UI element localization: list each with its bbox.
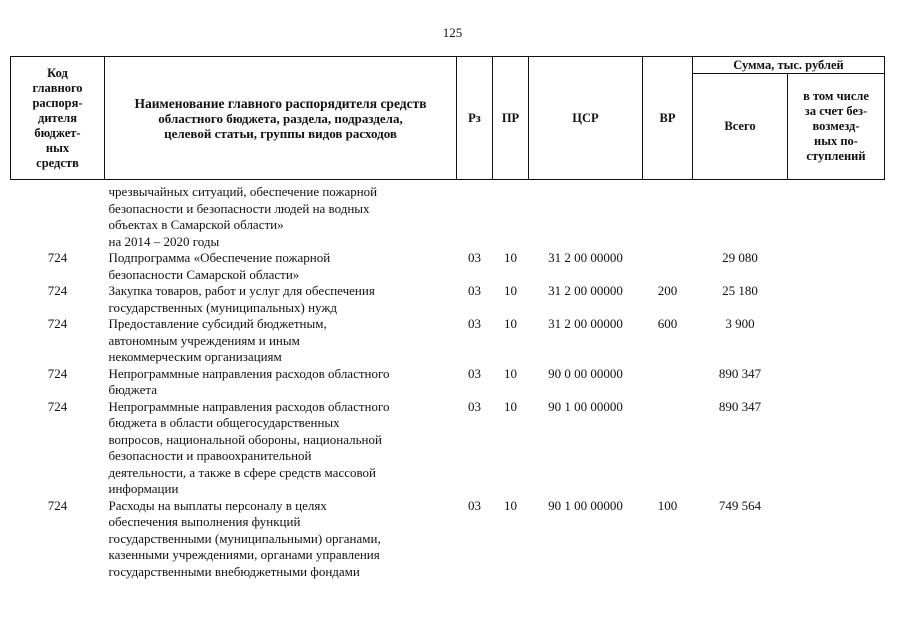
cell-name-line: безопасности и безопасности людей на водных bbox=[108, 200, 370, 216]
cell-total: 29 080 bbox=[722, 250, 758, 265]
cell-name-line: бюджета bbox=[108, 382, 157, 397]
budget-table bbox=[10, 56, 885, 580]
cell-total: 3 900 bbox=[725, 316, 755, 331]
cell-pr: 10 bbox=[504, 250, 517, 265]
cell-name-line: Предоставление субсидий бюджетным, bbox=[108, 316, 327, 331]
cell-vr: 600 bbox=[657, 316, 678, 331]
table-header bbox=[11, 57, 885, 180]
cell-name-line: Закупка товаров, работ и услуг для обеспечения bbox=[108, 283, 375, 298]
cell-including bbox=[788, 366, 885, 399]
cell-name-line: государственными внебюджетными фондами bbox=[108, 563, 360, 579]
header-sum: Сумма, тыс. рублей bbox=[693, 57, 885, 74]
cell-name-line: Расходы на выплаты персоналу в целях bbox=[108, 497, 327, 513]
header-rz: Рз bbox=[457, 57, 493, 180]
cell-including bbox=[788, 316, 885, 366]
cell-name-line: на 2014 – 2020 годы bbox=[108, 233, 220, 249]
cell-including bbox=[788, 184, 885, 250]
cell-name-line: деятельности, а также в сфере средств массовой bbox=[108, 464, 377, 480]
header-name-line: областного бюджета, раздела, подраздела, bbox=[158, 110, 403, 126]
header-including-line: возмезд- bbox=[812, 119, 860, 133]
cell-name-line: Подпрограмма «Обеспечение пожарной bbox=[108, 250, 331, 265]
cell-name-line: Непрограммные направления расходов областного bbox=[108, 398, 390, 414]
header-including-line: за счет без- bbox=[804, 104, 868, 118]
table-row bbox=[11, 498, 885, 581]
cell-name-line: информации bbox=[108, 481, 179, 496]
table-row bbox=[11, 250, 885, 283]
cell-total bbox=[693, 184, 788, 250]
cell-rz: 03 bbox=[468, 497, 481, 513]
cell-csr: 90 1 00 00000 bbox=[548, 398, 623, 414]
cell-name-line: государственными (муниципальными) органами, bbox=[108, 530, 381, 546]
cell-rz: 03 bbox=[468, 365, 481, 381]
header-code-line: Код bbox=[47, 65, 68, 80]
cell-name-line: безопасности и правоохранительной bbox=[108, 448, 312, 463]
header-code-line: распоря- bbox=[32, 95, 83, 110]
cell-csr: 90 0 00 00000 bbox=[548, 365, 623, 381]
cell-name-line: чрезвычайных ситуаций, обеспечение пожарной bbox=[108, 184, 378, 199]
table-row bbox=[11, 184, 885, 250]
cell-csr: 31 2 00 00000 bbox=[548, 316, 623, 331]
header-name-line: Наименование главного распорядителя средств bbox=[134, 95, 427, 111]
cell-name bbox=[105, 399, 457, 498]
cell-code: 724 bbox=[47, 398, 68, 414]
cell-name-line: бюджета в области общегосударственных bbox=[108, 415, 340, 430]
header-including-line: ных по- bbox=[814, 134, 858, 148]
page-number: 125 bbox=[442, 25, 463, 40]
cell-rz bbox=[457, 184, 493, 250]
header-code-line: бюджет- bbox=[34, 125, 81, 140]
cell-name bbox=[105, 184, 457, 250]
header-code-line: средств bbox=[36, 155, 79, 170]
table-row bbox=[11, 399, 885, 498]
cell-name bbox=[105, 283, 457, 316]
cell-code: 724 bbox=[47, 283, 68, 298]
header-code-line: ных bbox=[45, 140, 70, 155]
cell-name-line: обеспечения выполнения функций bbox=[108, 514, 301, 529]
cell-code: 724 bbox=[47, 316, 68, 331]
cell-name-line: безопасности Самарской области» bbox=[108, 266, 300, 282]
table-row bbox=[11, 316, 885, 366]
cell-vr: 200 bbox=[657, 283, 678, 298]
header-pr: ПР bbox=[493, 57, 529, 180]
cell-name-line: государственных (муниципальных) нужд bbox=[108, 299, 337, 315]
cell-pr: 10 bbox=[504, 365, 517, 381]
table-row bbox=[11, 366, 885, 399]
cell-vr bbox=[643, 184, 693, 250]
cell-name-line: вопросов, национальной обороны, национальной bbox=[108, 431, 382, 447]
header-including-line: в том числе bbox=[803, 89, 869, 103]
cell-including bbox=[788, 399, 885, 498]
cell-including bbox=[788, 498, 885, 581]
cell-vr bbox=[643, 250, 693, 283]
cell-rz: 03 bbox=[468, 283, 481, 298]
cell-rz: 03 bbox=[468, 316, 481, 331]
table-row bbox=[11, 283, 885, 316]
header-including-line: ступлений bbox=[806, 149, 866, 163]
cell-name-line: Непрограммные направления расходов областного bbox=[108, 365, 390, 381]
header-total: Всего bbox=[693, 74, 788, 180]
cell-total: 749 564 bbox=[718, 497, 762, 513]
cell-total: 25 180 bbox=[722, 283, 758, 298]
cell-pr: 10 bbox=[504, 283, 517, 298]
cell-vr bbox=[643, 366, 693, 399]
cell-vr bbox=[643, 399, 693, 498]
header-name-line: целевой статьи, группы видов расходов bbox=[164, 125, 397, 141]
cell-csr: 90 1 00 00000 bbox=[548, 497, 623, 513]
header-csr: ЦСР bbox=[529, 57, 643, 180]
cell-pr: 10 bbox=[504, 316, 517, 331]
cell-name bbox=[105, 366, 457, 399]
table-body bbox=[11, 180, 885, 581]
cell-rz: 03 bbox=[468, 250, 481, 265]
cell-name bbox=[105, 316, 457, 366]
cell-vr: 100 bbox=[657, 497, 678, 513]
cell-name bbox=[105, 250, 457, 283]
cell-code: 724 bbox=[47, 250, 68, 265]
cell-csr: 31 2 00 00000 bbox=[548, 250, 623, 265]
header-code-line: главного bbox=[32, 80, 83, 95]
cell-code: 724 bbox=[47, 365, 68, 381]
cell-including bbox=[788, 283, 885, 316]
cell-name-line: объектах в Самарской области» bbox=[108, 217, 284, 232]
header-vr: ВР bbox=[643, 57, 693, 180]
cell-pr bbox=[493, 184, 529, 250]
cell-csr: 31 2 00 00000 bbox=[548, 283, 623, 298]
cell-total: 890 347 bbox=[718, 365, 762, 381]
cell-csr bbox=[529, 184, 643, 250]
header-name bbox=[105, 57, 457, 180]
header-code bbox=[11, 57, 105, 180]
cell-code: 724 bbox=[47, 497, 68, 513]
header-including bbox=[788, 74, 885, 180]
cell-including bbox=[788, 250, 885, 283]
cell-rz: 03 bbox=[468, 398, 481, 414]
cell-pr: 10 bbox=[504, 398, 517, 414]
cell-name-line: казенными учреждениями, органами управления bbox=[108, 547, 380, 562]
cell-name bbox=[105, 498, 457, 581]
cell-pr: 10 bbox=[504, 497, 517, 513]
cell-code bbox=[11, 184, 105, 250]
cell-name-line: автономным учреждениям и иным bbox=[108, 332, 300, 348]
header-code-line: дителя bbox=[38, 110, 77, 125]
cell-name-line: некоммерческим организациям bbox=[108, 349, 282, 364]
cell-total: 890 347 bbox=[718, 398, 762, 414]
